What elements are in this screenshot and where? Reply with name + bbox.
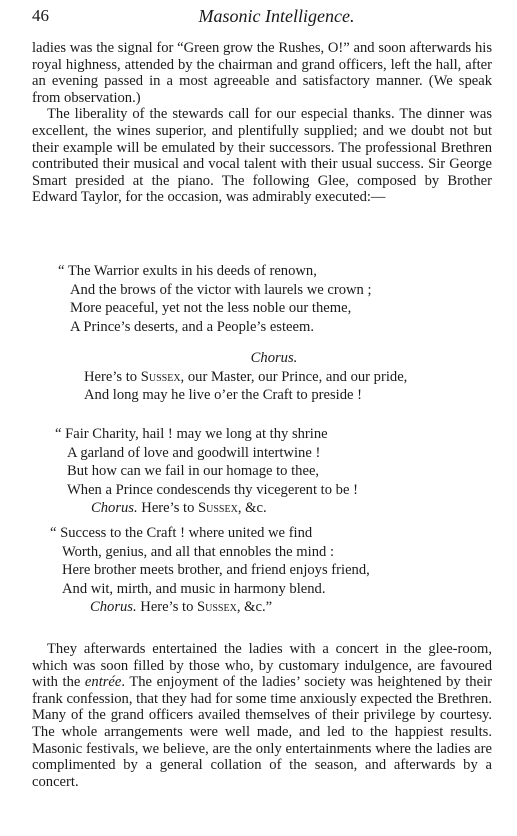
paragraph-1: ladies was the signal for “Green grow the Rushes, O!” and soon afterwards his royal highness, attended by the chairman and grand officers, left the hall, after an evening passed in a most agreeable and satisfactory manner. (We speak from observation.) xyxy=(32,40,492,106)
chorus-heading: Chorus. xyxy=(250,350,298,366)
glee-stanza-2 xyxy=(55,425,358,518)
entree-word: entrée xyxy=(84,674,122,691)
chorus-line-1: Here’s to Sussex, our Master, our Prince, and our pride, xyxy=(84,368,408,385)
paragraph-3: They afterwards entertained the ladies with a concert in the glee-room, which was soon filled by those who, by customary indulgence, are favoured with the entrée. The enjoyment of the ladies’ society was heightened by their frank confession, that they had for some time anxiously expected the Brethren. Many of the grand officers availed themselves of their privilege by courtesy. The whole arrangements were well made, and led to the happiest results. Masonic festivals, we believe, are the only entertainments where the ladies are complimented by a general collation of the season, and afterwards by a concert. xyxy=(32,641,492,790)
verse-line: “ Success to the Craft ! where united we find xyxy=(50,525,313,541)
verse-line: “ Fair Charity, hail ! may we long at thy shrine xyxy=(55,426,328,442)
paragraph-3-block xyxy=(32,641,492,790)
verse-line: A garland of love and goodwill intertwine ! xyxy=(67,444,321,461)
verse-line: Here brother meets brother, and friend enjoys friend, xyxy=(62,562,370,579)
verse-line: And the brows of the victor with laurels we crown ; xyxy=(70,281,372,298)
running-title: Masonic Intelligence. xyxy=(198,6,355,26)
chorus-line-2: And long may he live o’er the Craft to preside ! xyxy=(84,387,363,404)
verse-line: And wit, mirth, and music in harmony blend. xyxy=(62,580,326,597)
glee-stanza-3 xyxy=(50,524,370,617)
page-number: 46 xyxy=(32,6,49,25)
refrain-line: Chorus. Here’s to Sussex, &c. xyxy=(91,500,267,517)
verse-line: Worth, genius, and all that ennobles the mind : xyxy=(62,543,335,560)
verse-line: But how can we fail in our homage to thee, xyxy=(67,463,320,480)
page-header xyxy=(32,6,503,32)
glee-chorus xyxy=(84,349,464,405)
verse-line: A Prince’s deserts, and a People’s esteem. xyxy=(70,318,314,335)
verse-line: More peaceful, yet not the less noble our theme, xyxy=(70,300,352,317)
paragraph-2: The liberality of the stewards call for our especial thanks. The dinner was excellent, the wines superior, and plentifully supplied; and we doubt not but their example will be emulated by their successors. The professional Brethren contributed their musical and vocal talent with their usual success. Sir George Smart presided at the piano. The following Glee, composed by Brother Edward Taylor, for the occasion, was admirably executed:— xyxy=(32,106,492,206)
verse-line: “ The Warrior exults in his deeds of renown, xyxy=(58,263,317,279)
glee-stanza-1 xyxy=(58,262,372,336)
paragraph-1-block xyxy=(32,40,492,206)
refrain-line: Chorus. Here’s to Sussex, &c.” xyxy=(90,599,273,616)
verse-line: When a Prince condescends thy vicegerent to be ! xyxy=(67,481,358,498)
